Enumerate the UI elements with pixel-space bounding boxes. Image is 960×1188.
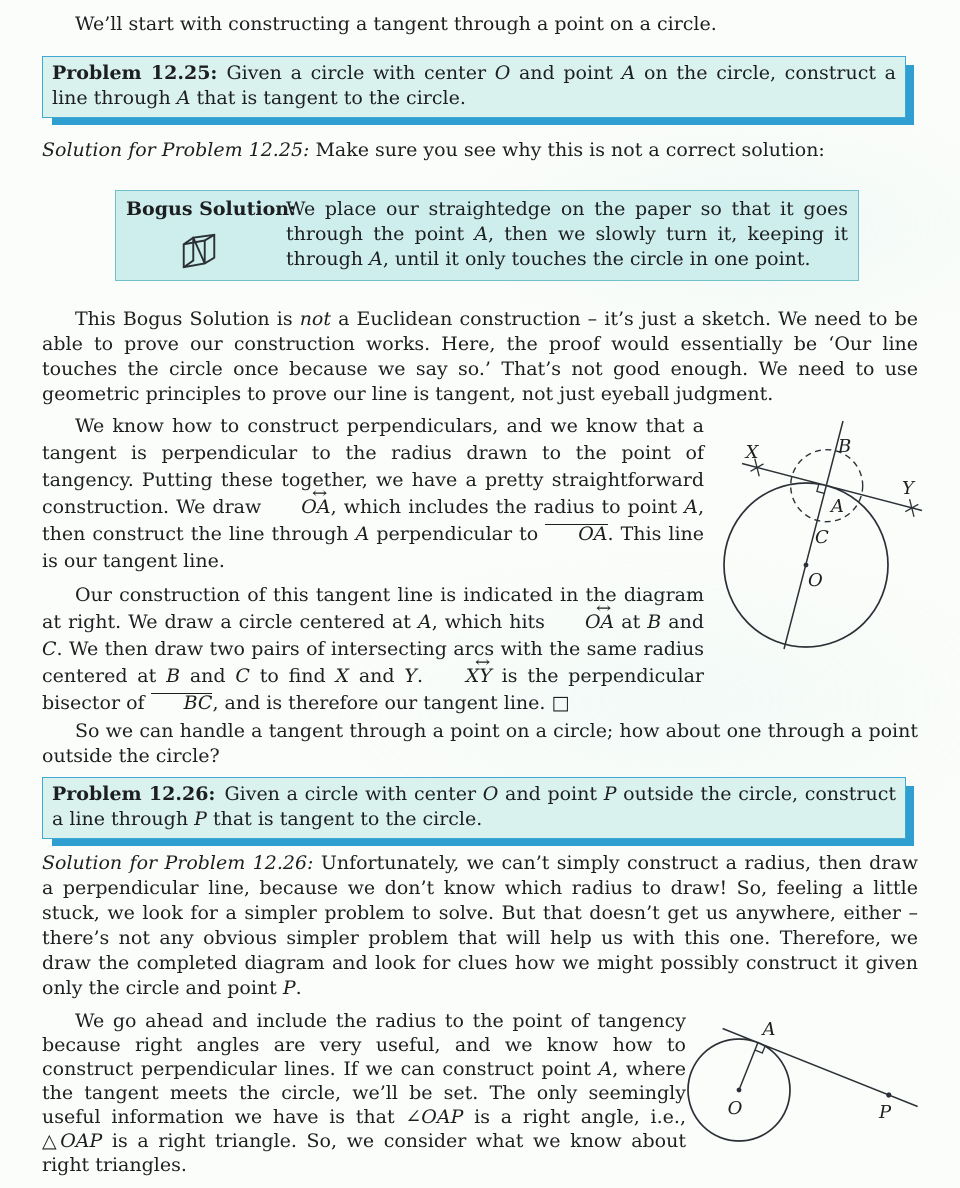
center-O-dot [804, 563, 809, 568]
intro-paragraph: We’ll start with constructing a tangent through a point on a circle. [75, 13, 717, 35]
bogus-solution-header [126, 197, 297, 272]
diagram1-label-C: C [815, 527, 829, 548]
bogus-solution-label: Bogus Solution: [126, 198, 297, 220]
construction-paragraph-2: Our construction of this tangent line is indicated in the diagram at right. We draw a circle centered at A, which hits OA ↔ at B and C. We then draw two pairs of intersecting arcs with the same radius centered at B and C to find X and Y. XY ↔ is the perpendicular bisector of BC, and is therefore our tangent line. □ [42, 582, 704, 717]
arc-cross-mark-Y [905, 499, 918, 517]
textbook-page [0, 12, 960, 1188]
center-O-dot [737, 1088, 742, 1093]
right-triangle-section [42, 1009, 918, 1188]
transition-paragraph: So we can handle a tangent through a point on a circle; how about one through a point outside the circle? [42, 720, 918, 767]
bogus-solution-text: We place our straightedge on the paper so that it goes through the point A, then we slowly turn it, keeping it through A, until it only touches the circle in one point. [286, 198, 848, 270]
diagram1-label-O: O [808, 570, 823, 591]
discussion-paragraph: This Bogus Solution is not a Euclidean construction – it’s just a sketch. We need to be able to prove our construction works. Here, the proof would essentially be ‘Our line touches the circle once because we say so.’ That’s not good enough. We need to use geometric principles to prove our line is tangent, not just eyeball judgment. [42, 308, 918, 405]
solution-12-25-lead: Solution for Problem 12.25: [42, 139, 310, 161]
bogus-solution-box [115, 190, 859, 281]
diagram2-label-O: O [727, 1098, 743, 1119]
diagram1-label-X: X [745, 442, 759, 463]
final-paragraph: We go ahead and include the radius to the point of tangency because right angles are very useful, and we know how to construct perpendicular lines. If we can construct point A, where the tangent meets the circle, we’ll be set. The only seemingly useful information we have is that ∠OAP is a right angle, i.e., △OAP is a right triangle. So, we consider what we know about right triangles. [42, 1010, 687, 1176]
solution-12-25-paragraph: Solution for Problem 12.25: Make sure you see why this is not a correct solution: [42, 139, 825, 161]
problem-12-26-text: Problem 12.26: Given a circle with center O and point P outside the circle, construct a line through P that is tangent to the circle. [52, 783, 896, 830]
solution-12-26-paragraph: Solution for Problem 12.26: Unfortunately, we can’t simply construct a radius, then draw a perpendicular line, because we don’t know which radius to draw! So, feeling a little stuck, we look for a simpler problem to solve. But that doesn’t get us anywhere, either – there’s not any obvious simpler problem that will help us with this one. Therefore, we draw the completed diagram and look for clues how we might possibly construct it given only the circle and point P. [42, 852, 918, 999]
construction-section [42, 413, 918, 717]
diagram2-label-P: P [878, 1102, 892, 1123]
problem-12-25-label: Problem 12.25: [52, 62, 218, 84]
tangent-outside-diagram [686, 1011, 951, 1188]
solution-12-26-lead: Solution for Problem 12.26: [42, 852, 314, 874]
wireframe-box-icon [176, 230, 222, 272]
problem-box-12-25 [42, 56, 906, 118]
tangent-on-circle-diagram [704, 407, 954, 717]
point-P-dot [886, 1092, 891, 1097]
diagram2-label-A: A [762, 1019, 776, 1040]
diagram1-label-B: B [838, 436, 852, 457]
diagram1-label-Y: Y [902, 478, 914, 499]
diagram1-label-A: A [831, 496, 844, 517]
problem-12-26-label: Problem 12.26: [52, 783, 216, 805]
problem-12-25-text: Problem 12.25: Given a circle with center O and point A on the circle, construct a line through A that is tangent to the circle. [52, 62, 896, 109]
construction-paragraph-1: We know how to construct perpendiculars, and we know that a tangent is perpendicular to the radius drawn to the point of tangency. Putting these together, we have a pretty straightforward construction. We draw OA ↔, which includes the radius to point A, then construct the line through A perpendicular to OA. This line is our tangent line. [42, 413, 704, 575]
problem-box-12-26 [42, 777, 906, 839]
